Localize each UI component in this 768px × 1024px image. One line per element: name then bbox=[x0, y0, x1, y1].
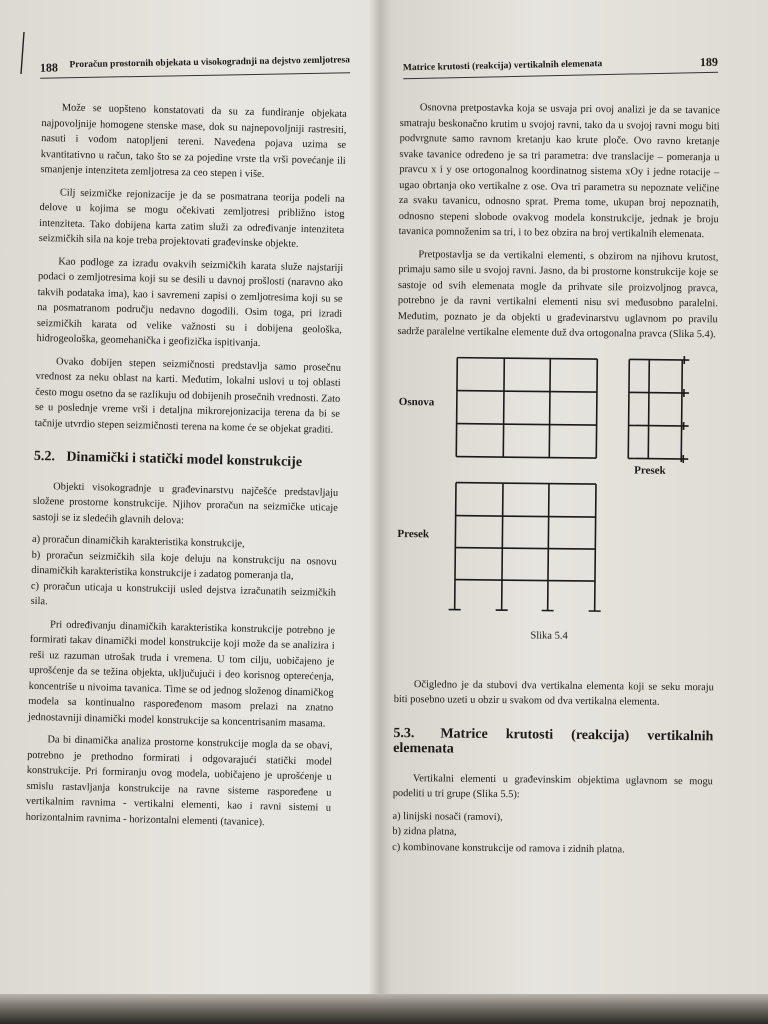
section-number: 5.3. bbox=[393, 725, 415, 741]
left-page-number: 188 bbox=[39, 60, 59, 75]
paragraph: Cilj seizmičke rejonizacije je da se posmatrana teorija podeli na delove u kojima se mogu očekivati zemljotresi približno istog intenziteta. Tako dobijena karta zatim služi za određivanje intenziteta seizmičkih sila na koje treba projektovati građevinske objekte. bbox=[38, 186, 345, 250]
paragraph: Vertikalni elementi u građevinskim objektima uglavnom se mogu podeliti u tri grupe (Slika 5.5): bbox=[392, 772, 713, 801]
right-page bbox=[378, 0, 748, 1000]
list-item: c) kombinovane konstrukcije od ramova i zidnih platna. bbox=[392, 841, 625, 855]
paragraph: Pretpostavlja se da vertikalni elementi, s obzirom na njihovu krutost, primaju samo sile u svojoj ravni. Jasno, da bi prostorne konstrukcije koje se sastoje od svih elemenata mogle da prihvate sile proizvoljnog pravca, potrebno je da ravni vertikalni elementi nisu svi međusobno paralelni. Međutim, poznato je da objekti u građevinarstvu uglavnom po pravilu sadrže paralelne vertikalne elemente duž dva ortogonalna pravca (Slika 5.4). bbox=[397, 248, 719, 341]
section-title: Dinamički i statički model konstrukcije bbox=[66, 449, 303, 470]
figure-label-plan: Osnova bbox=[398, 395, 435, 408]
left-running-header bbox=[40, 55, 350, 78]
paragraph: Da bi dinamička analiza prostorne konstrukcije mogla da se obavi, potrebno je prethodno formirati i odgovarajući statički model konstrukcije. Pri formiranju ovog modela, uobičajeno je uprošćenje u smislu rastavljanja konstrukcije na ravne sisteme raspoređene u vertikalnim ravnima - vertikalni elementi, kao i ravni sistemi u horizontalnim ravnima - horizontalni elementi (tavanice). bbox=[25, 734, 333, 828]
list-item: b) zidna platna, bbox=[392, 825, 457, 838]
left-page bbox=[0, 0, 370, 1000]
paragraph: Osnovna pretpostavka koja se usvaja pri ovoj analizi je da se tavanice smatraju beskonačno krutim u svojoj ravni, tako da u svojoj ravni mogu biti podvrgnute samo ravnom kretanju kao krute ploče. Ovo ravno kretanje svake tavanice određeno je sa tri parametra: dve translacije – pomeranja u pravcu x i y ose ortogonalnog koordinatnog sistema xOy i jedne rotacije – ugao obrtanja oko vertikalne z ose. Ova tri parametra su nepoznate veličine za svaku tavanicu, odnosno sprat. Prema tome, ukupan broj nepoznatih, odnosno stepeni slobode ovakvog modela konstrukcije, jednak je broju tavanica pomnoženim sa tri, i to bez obzira na broj vertikalnih elemenata. bbox=[398, 102, 720, 241]
paragraph: Objekti visokogradnje u građevinarstvu najčešće predstavljaju složene prostorne konstrukcije. Njihov proračun na seizmičke uticaje sastoji se iz sledećih glavnih delova: bbox=[32, 480, 339, 526]
section-bottom bbox=[449, 482, 602, 611]
list-item: b) proračun seizmičkih sila koje deluju na konstrukciju na osnovu dinamičkih karakteristika konstrukcije i zadatog pomeranja tla, bbox=[31, 549, 337, 582]
structural-frame-drawing bbox=[394, 346, 717, 669]
calculation-steps-list bbox=[30, 532, 337, 616]
scan-bottom-edge bbox=[0, 994, 768, 1024]
section-heading-5-3 bbox=[393, 725, 713, 759]
list-item: c) proračun uticaja u konstrukciji usled dejstva izračunatih seizmičkih sila. bbox=[30, 580, 337, 608]
plan-grid bbox=[456, 357, 597, 457]
list-item: a) proračun dinamičkih karakteristika konstrukcije, bbox=[31, 533, 245, 550]
section-number: 5.2. bbox=[33, 448, 56, 465]
vertical-elements-list bbox=[392, 808, 712, 858]
figure-5-4 bbox=[394, 346, 717, 669]
paragraph: Kao podloge za izradu ovakvih seizmičkih karata služe najstariji podaci o zemljotresima koji su se desili u davnoj prošlosti (naravno ako takvih podataka ima), kao i savremeni zapisi o zemljotresima koji su se na posmatranom području nedavno dogodili. Osim toga, pri izradi seizmičkih karata od velike važnosti su i dobijena geološka, hidrogeološka, geomehanička i geofizička ispitivanja. bbox=[36, 255, 344, 350]
figure-caption: Slika 5.4 bbox=[530, 629, 568, 642]
section-heading-5-2 bbox=[34, 449, 339, 471]
left-body-text bbox=[25, 100, 347, 839]
list-item: a) linijski nosači (ramovi), bbox=[392, 810, 503, 823]
paragraph: Pri određivanju dinamičkih karakteristika konstrukcije potrebno je formirati takav dinamički model konstrukcije koji može da se analizira i reši uz razuman utrošak truda i vremena. U tom cilju, uobičajeno je uprošćenje da se težina objekta, uključujući i deo korisnog opterećenja, koncentriše u nivoima tavanica. Time se od jednog složenog dinamičkog modela sa kontinualno raspoređenom masom prelazi na znatno jednostavniji dinamički model konstrukcije sa koncentrisanim masama. bbox=[27, 618, 336, 730]
section-title: Matrice krutosti (reakcija) vertikalnih elemenata bbox=[393, 725, 714, 757]
figure-label-section-left: Presek bbox=[397, 527, 430, 540]
right-page-number: 189 bbox=[699, 54, 719, 70]
right-header-title: Matrice krutosti (reakcija) vertikalnih elemenata bbox=[402, 59, 603, 74]
figure-label-section-top: Presek bbox=[634, 463, 666, 477]
right-running-header bbox=[403, 55, 718, 80]
paragraph: Može se uopšteno konstatovati da su za fundiranje objekata najpovoljnije homogene stenske mase, dok su najnepovoljniji rastresiti, nasuti i vodom natopljeni tereni. Navedena pojava uzima se kvantitativno u račun, tako što se za pojedine vrste tla vrši povećanje ili smanjenje intenziteta zemljotresa za ceo stepen i više. bbox=[40, 102, 347, 181]
paragraph: Ovako dobijen stepen seizmičnosti predstavlja samo prosečnu vrednost za neku oblast na karti. Međutim, lokalni uslovi u toj oblasti često mogu osetno da se razlikuju od dobijenih prosečnih vrednosti. Zato se u poslednje vreme vrši i detaljna mikrorejonizacija terena da bi se tačnije utvrdio stepen seizmičnosti terena na kome će se objekat graditi. bbox=[34, 355, 342, 436]
right-body-text bbox=[392, 100, 720, 865]
paragraph: Očigledno je da stubovi dva vertikalna elementa koji se seku moraju biti posebno uzeti u obzir u svakom od dva vertikalna elementa. bbox=[393, 678, 714, 708]
left-header-title: Proračun prostornih objekata u visokogradnji na dejstvo zemljotresa bbox=[69, 55, 350, 71]
section-top bbox=[628, 355, 689, 463]
